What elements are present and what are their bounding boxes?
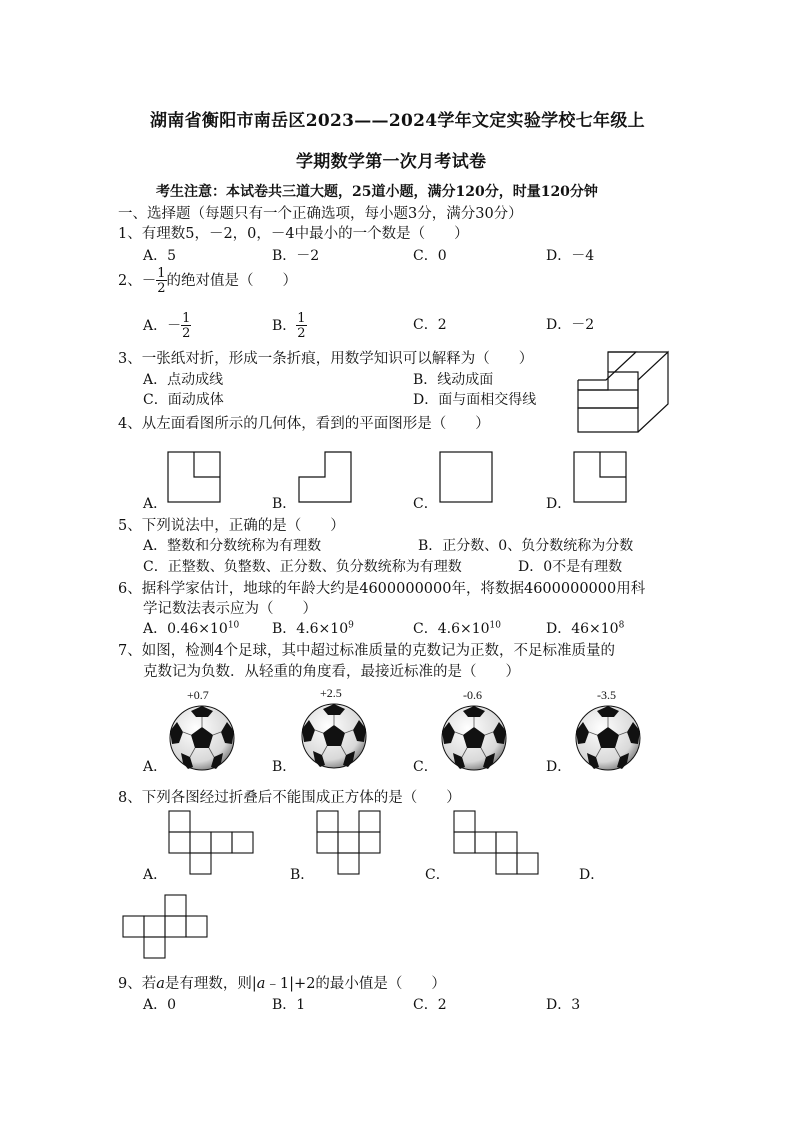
question-4-option-a: A． [143,496,168,512]
question-4-figure-d [573,451,627,503]
question-6-option-d: D．$46\times 10^8$ [546,620,625,637]
question-2-fraction: $\frac{1}{2}$ [157,266,166,296]
question-4-option-c: C． [413,496,438,512]
question-3-option-b: B．线动成面 [413,372,494,388]
question-8-option-d: D． [579,867,605,883]
question-1-option-c: C．0 [413,248,447,264]
question-9-stem: 9、若a是有理数，则|a﹣1|+2的最小值是（ ） [118,976,446,992]
section-1-heading: 一、选择题（每题只有一个正确选项，每小题3分，满分30分） [118,206,523,222]
question-9-option-b: B．1 [272,997,306,1013]
ball-label-d: -3.5 [597,688,616,702]
question-8-net-a [168,810,258,880]
question-5-stem: 5、下列说法中，正确的是（ ） [118,518,345,534]
question-6-stem-line-1: 6、据科学家估计，地球的年龄大约是4600000000年，将数据4600000000用科 [118,581,646,597]
question-1-stem: 1、有理数5，－2，0，－4中最小的一个数是（ ） [118,226,469,242]
geometric-solid-figure [576,350,671,435]
question-4-option-d: D． [546,496,572,512]
question-5-option-b: B．正分数、0、负分数统称为分数 [418,538,634,554]
title-line-2: 学期数学第一次月考试卷 [296,152,487,172]
question-6-option-a: A．$0.46\times 10^{10}$ [143,620,240,637]
ball-label-c: -0.6 [463,688,482,702]
question-2-stem: 2、－ $\frac{1}{2}$ 的绝对值是（ ） [118,266,298,296]
question-7-option-b: B． [272,759,297,775]
question-4-option-b: B． [272,496,297,512]
question-4-figure-c [439,451,493,503]
question-2-option-a: A．－ $\frac{1}{2}$ [143,311,191,341]
question-8-option-b: B． [290,867,315,883]
question-5-option-a: A．整数和分数统称为有理数 [143,538,322,554]
title-line-1: 湖南省衡阳市南岳区2023——2024学年文定实验学校七年级上 [150,111,645,131]
question-7-option-a: A． [143,759,168,775]
soccer-ball-d [575,705,641,771]
question-7-option-d: D． [546,759,572,775]
question-4-figure-a [167,451,221,503]
ball-label-b: +2.5 [320,686,342,700]
question-2-option-d: D．－2 [546,317,595,333]
ball-label-a: +0.7 [187,688,209,702]
question-5-option-d: D．0不是有理数 [518,559,623,575]
question-6-option-c: C．$4.6\times 10^{10}$ [413,620,501,637]
question-1-option-b: B．－2 [272,248,320,264]
question-7-option-c: C． [413,759,438,775]
question-8-stem: 8、下列各图经过折叠后不能围成正方体的是（ ） [118,790,461,806]
question-3-option-a: A．点动成线 [143,372,224,388]
question-8-option-c: C． [425,867,450,883]
question-9-option-d: D．3 [546,997,581,1013]
question-7-stem-line-2: 克数记为负数．从轻重的角度看，最接近标准的是（ ） [143,664,520,680]
question-2-option-b: B． $\frac{1}{2}$ [272,311,306,341]
soccer-ball-b [301,703,367,769]
question-8-net-d [122,894,212,964]
question-9-option-c: C．2 [413,997,447,1013]
question-3-option-d: D．面与面相交得线 [413,392,537,408]
question-9-option-a: A．0 [143,997,177,1013]
question-1-option-d: D．－4 [546,248,595,264]
question-5-option-c: C．正整数、负整数、正分数、负分数统称为有理数 [143,559,462,575]
question-3-option-c: C．面动成体 [143,392,224,408]
exam-notice: 考生注意：本试卷共三道大题，25道小题，满分120分，时量120分钟 [156,184,598,200]
question-2-option-c: C．2 [413,317,447,333]
question-8-net-b [316,810,386,880]
question-6-option-b: B．$4.6\times 10^9$ [272,620,354,637]
question-4-stem: 4、从左面看图所示的几何体，看到的平面图形是（ ） [118,416,490,432]
question-1-option-a: A．5 [143,248,177,264]
soccer-ball-a [169,705,235,771]
soccer-ball-c [441,705,507,771]
question-4-figure-b [298,451,352,503]
question-8-net-c [453,810,543,880]
question-6-stem-line-2: 学记数法表示应为（ ） [143,601,317,617]
question-3-stem: 3、一张纸对折，形成一条折痕，用数学知识可以解释为（ ） [118,351,534,367]
question-8-option-a: A． [143,867,168,883]
question-7-stem-line-1: 7、如图，检测4个足球，其中超过标准质量的克数记为正数，不足标准质量的 [118,643,615,659]
